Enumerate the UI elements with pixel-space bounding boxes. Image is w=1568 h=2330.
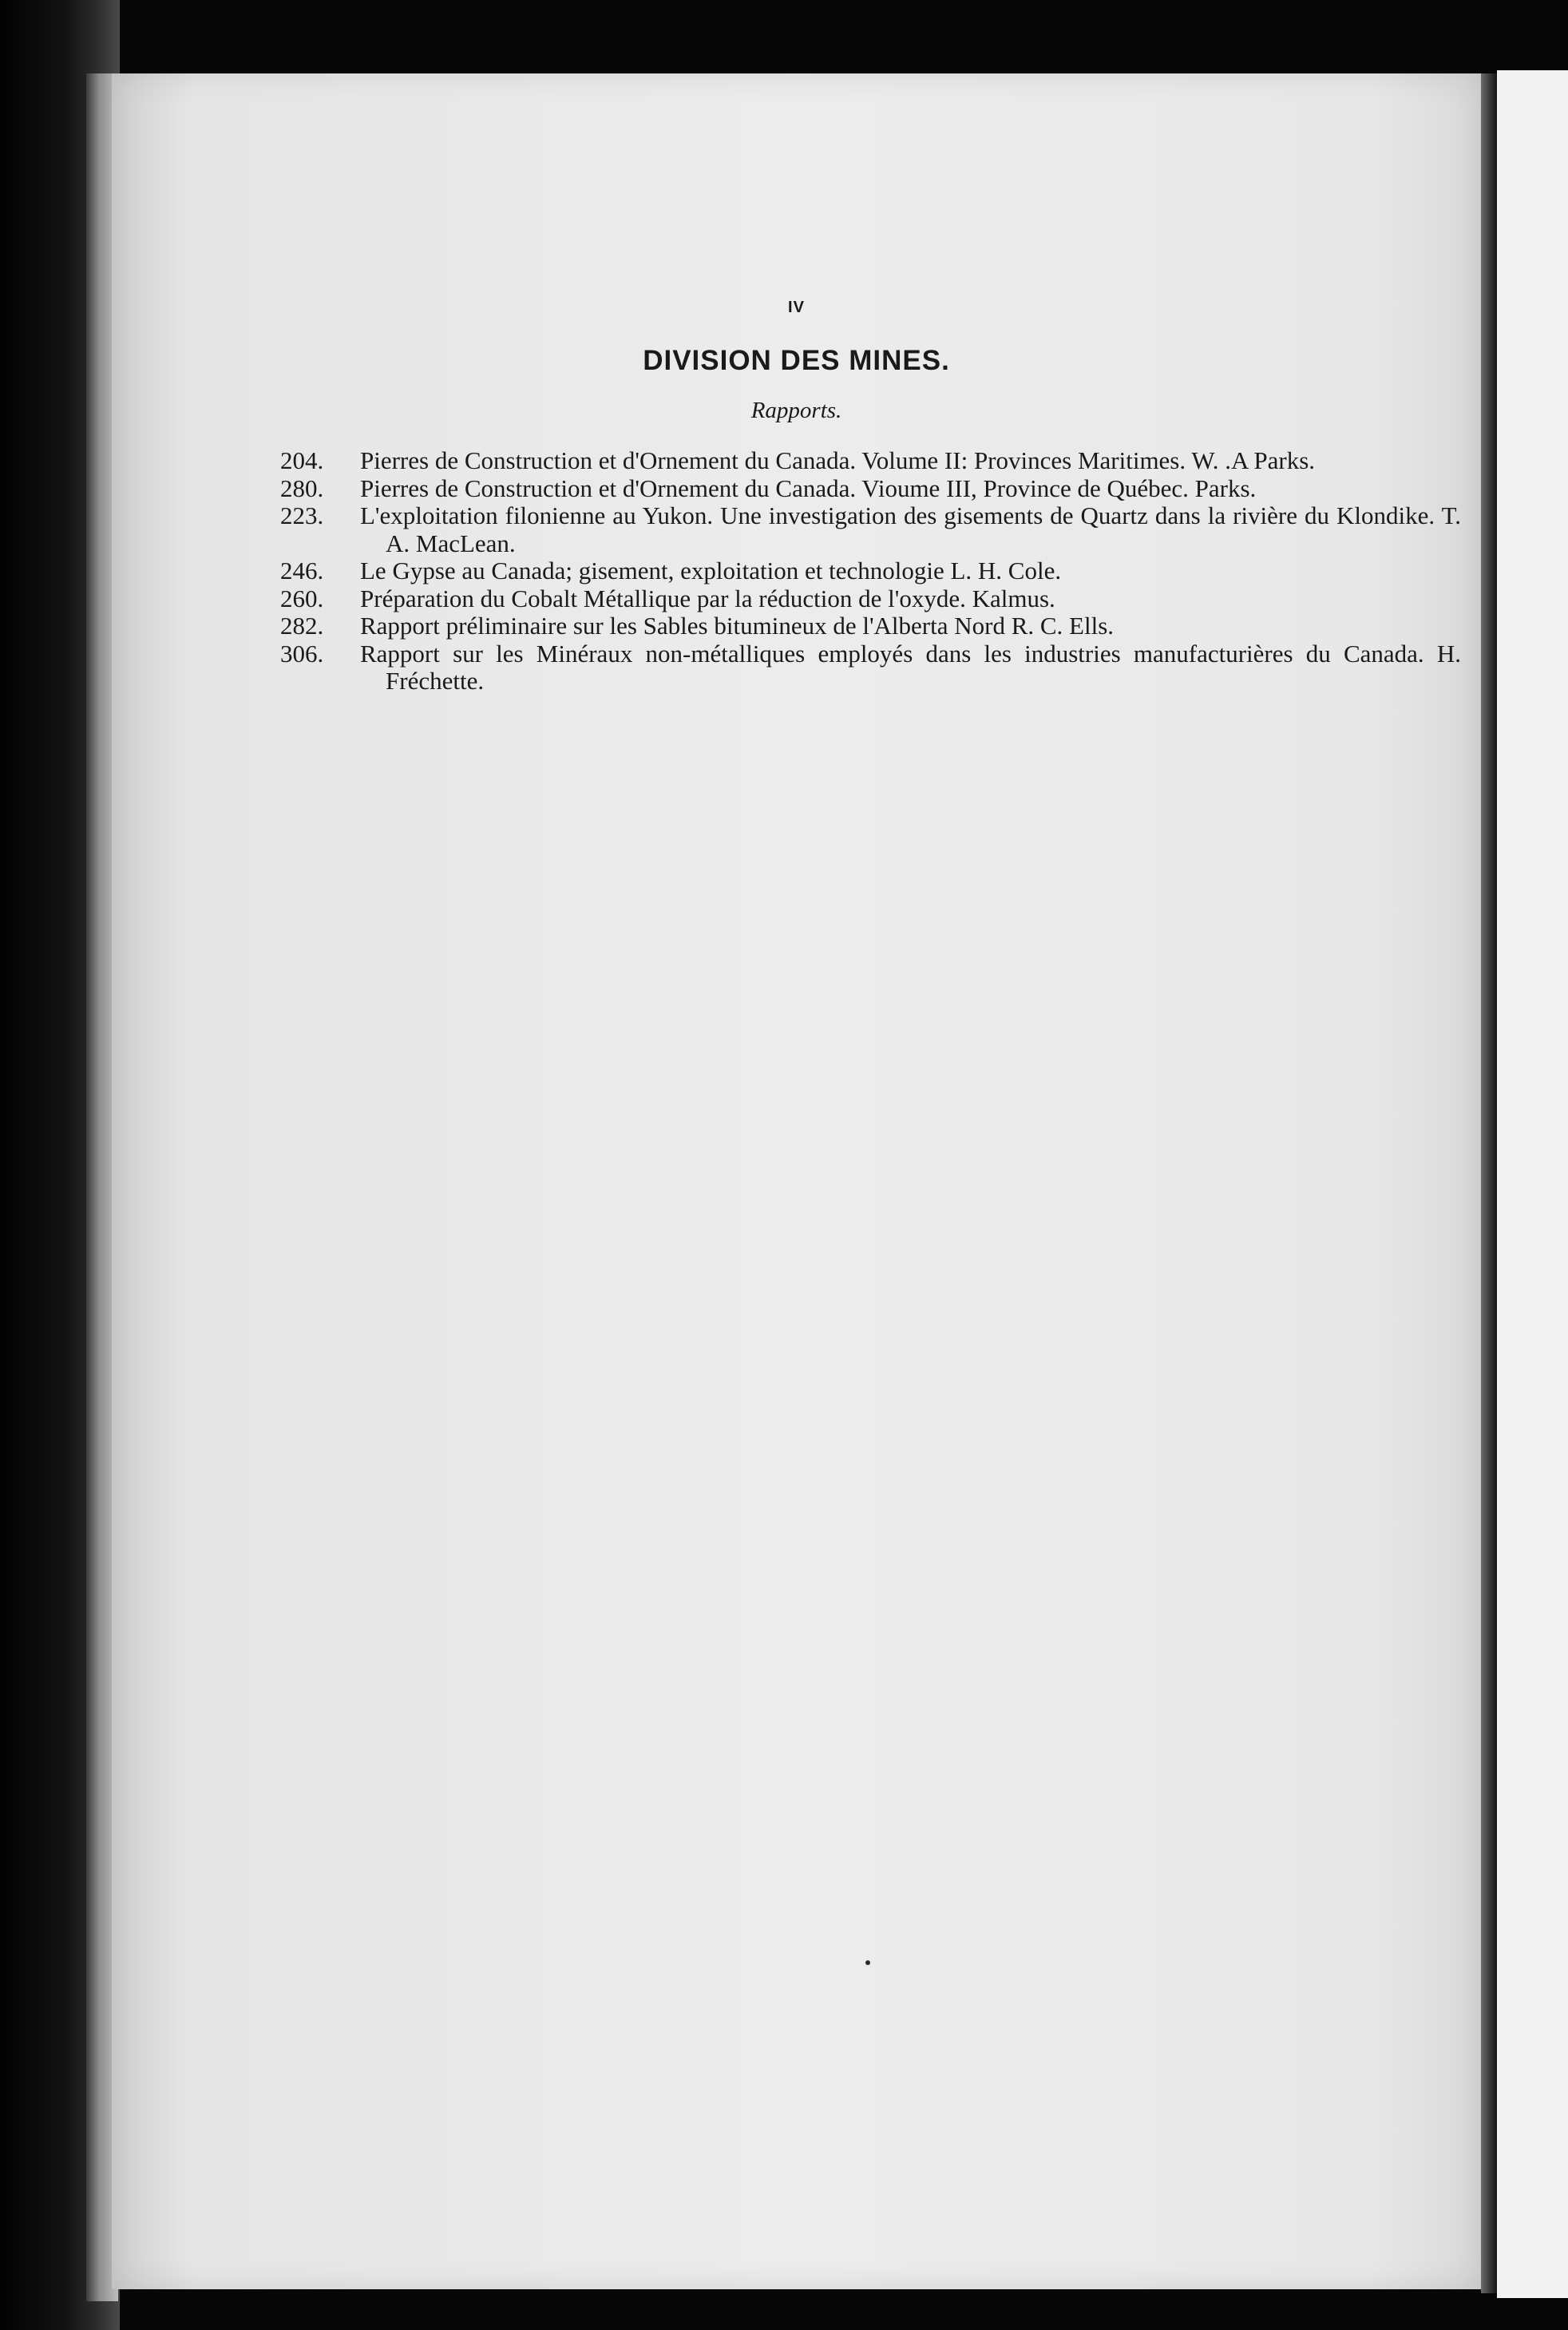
document-page xyxy=(112,73,1481,2289)
ink-speck xyxy=(865,1960,870,1965)
report-entry xyxy=(280,447,1461,475)
report-number: 223. xyxy=(280,501,324,529)
report-entry xyxy=(280,475,1461,503)
report-number: 280. xyxy=(280,474,324,502)
report-title: Pierres de Construction et d'Ornement du Canada. Volume II: Provinces Maritimes. W. .A Parks. xyxy=(360,446,1316,474)
page-subheading: Rapports. xyxy=(750,398,842,423)
report-entry xyxy=(280,502,1461,557)
report-number: 306. xyxy=(280,639,324,668)
report-title: Rapport sur les Minéraux non-métalliques employés dans les industries manufacturières du Canada. H. Fréchette. xyxy=(360,639,1461,695)
report-title: Préparation du Cobalt Métallique par la réduction de l'oxyde. Kalmus. xyxy=(360,584,1055,612)
report-title: Rapport préliminaire sur les Sables bitumineux de l'Alberta Nord R. C. Ells. xyxy=(360,612,1115,640)
report-entry xyxy=(280,640,1461,695)
report-entry xyxy=(280,585,1461,613)
report-title: Le Gypse au Canada; gisement, exploitation et technologie L. H. Cole. xyxy=(360,557,1062,584)
facing-page-edge xyxy=(1497,70,1568,2298)
page-content xyxy=(112,73,1481,2289)
report-entry xyxy=(280,612,1461,640)
report-number: 204. xyxy=(280,446,324,474)
report-list xyxy=(280,447,1461,695)
report-number: 246. xyxy=(280,557,324,584)
page-heading: DIVISION DES MINES. xyxy=(643,345,950,376)
report-title: Pierres de Construction et d'Ornement du Canada. Vioume III, Province de Québec. Parks. xyxy=(360,474,1257,502)
page-number: IV xyxy=(788,299,805,316)
report-entry xyxy=(280,557,1461,585)
report-number: 260. xyxy=(280,584,324,612)
report-number: 282. xyxy=(280,612,324,640)
book-gutter xyxy=(1481,73,1497,2293)
report-title: L'exploitation filonienne au Yukon. Une investigation des gisements de Quartz dans la rivière du Klondike. T. A. MacLean. xyxy=(360,501,1461,557)
